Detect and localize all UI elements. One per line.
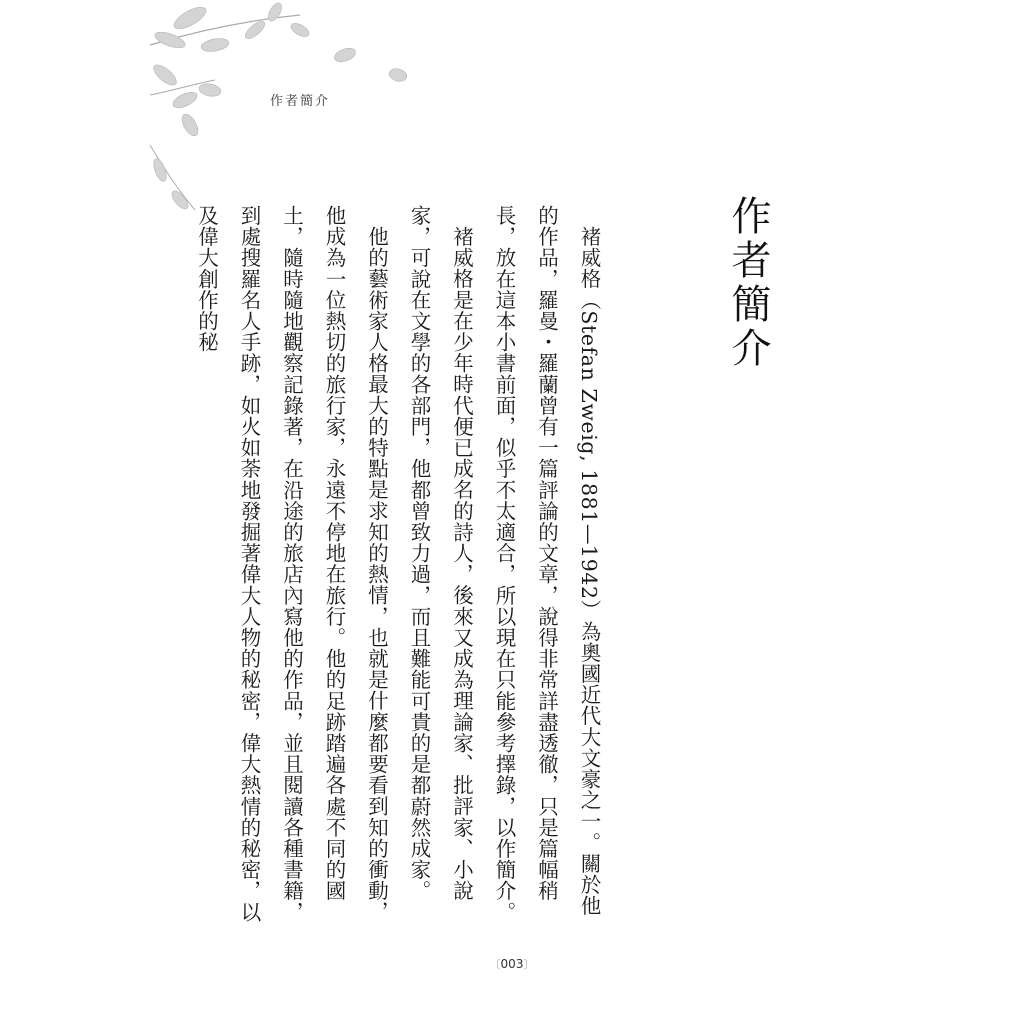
leaf (266, 1, 285, 23)
leaf (198, 82, 222, 98)
body-text (194, 205, 610, 925)
chapter-title: 作者簡介 (725, 195, 771, 371)
leaf (289, 21, 311, 40)
folio-bracket-close: 〕 (523, 958, 535, 971)
leaf (150, 61, 179, 88)
leaf (333, 46, 358, 65)
leaf (179, 112, 201, 139)
folio-number: 003 (500, 957, 524, 971)
leaf (171, 89, 200, 111)
botanical-decoration (0, 0, 420, 230)
paragraph-2: 褚威格是在少年時代便已成名的詩人，後來又成為理論家、批評家、小說家，可說在文學的各部門，他都曾致力過，而且難能可貴的是都蔚然成家。 (407, 205, 474, 902)
page-number (0, 956, 1024, 972)
leaf (171, 3, 209, 33)
paragraph-3: 他的藝術家人格最大的特點是求知的熱情，也就是什麼都要看到知的衝動，他成為一位熱切的旅行家，永遠不停地在旅行。他的足跡踏遍各處不同的國土，隨時隨地觀察記錄著，在沿途的旅店內寫他的作品，並且閱讀各種書籍，到處搜羅名人手跡，如火如荼地發掘著偉大人物的秘密，偉大熱情的秘密，以及偉大創作的秘 (194, 205, 389, 923)
paragraph-1: 褚威格（Stefan Zweig, 1881—1942）為奧國近代大文豪之一。關於他的作品，羅曼・羅蘭曾有一篇評論的文章，說得非常詳盡透徹，只是篇幅稍長，放在這本小書前面，似乎不太適合，所以現在只能參考擇錄，以作簡介。 (492, 205, 601, 923)
branch-stem-diag (150, 145, 195, 210)
leaf (153, 29, 187, 51)
running-head: 作者簡介 (270, 94, 331, 109)
leaf (388, 67, 408, 83)
leaf (200, 37, 230, 54)
folio-bracket-open: 〔 (489, 958, 501, 971)
